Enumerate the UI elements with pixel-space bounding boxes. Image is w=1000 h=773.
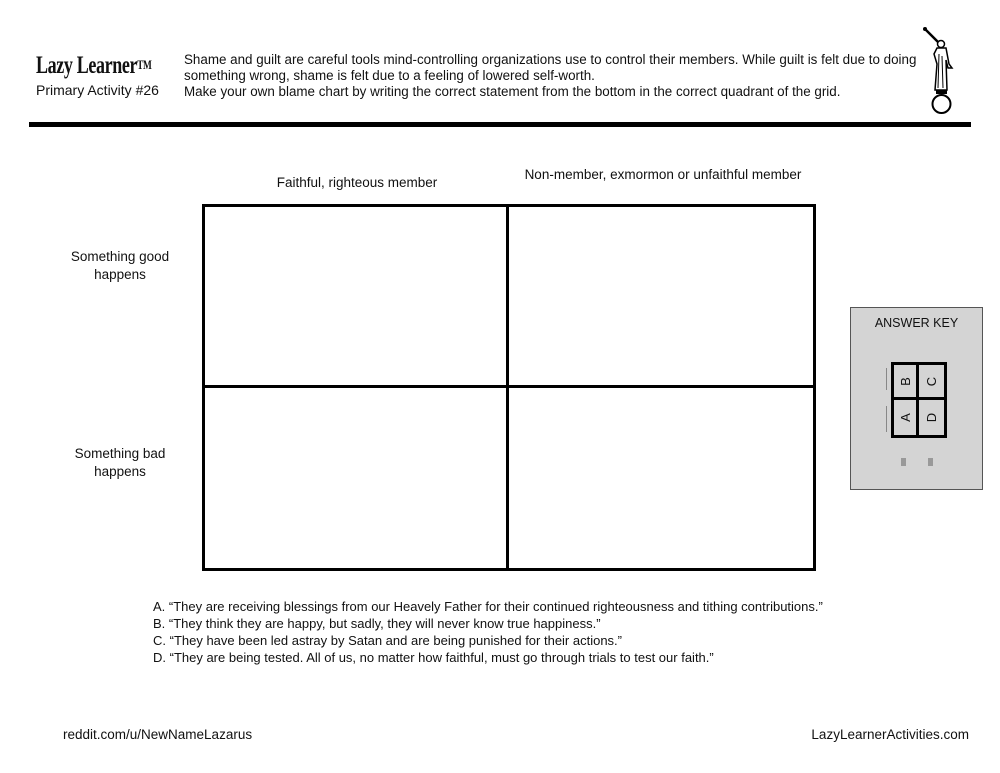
column-label-non-member: Non-member, exmormon or unfaithful member	[524, 167, 802, 182]
statement-c: C. “They have been led astray by Satan and are being punished for their actions.”	[153, 633, 623, 648]
intro-text	[184, 52, 924, 100]
statement-a: A. “They are receiving blessings from our Heavely Father for their continued righteousness and tithing contributions.”	[153, 599, 823, 614]
brand-title	[36, 52, 152, 80]
activity-subtitle: Primary Activity #26	[36, 82, 159, 98]
angel-moroni-statue-icon	[922, 24, 962, 116]
answer-key-grid	[891, 362, 947, 438]
answer-key-mini-label	[928, 458, 933, 466]
statement-b: B. “They think they are happy, but sadly, they will never know true happiness.”	[153, 616, 601, 631]
header-divider	[29, 122, 971, 127]
brand-name: Lazy Learner	[36, 52, 138, 79]
blame-chart-grid	[202, 204, 816, 571]
answer-key-letter: A	[897, 413, 913, 422]
statement-list	[153, 598, 823, 666]
row-label-good: Something good happens	[70, 249, 170, 282]
answer-key-mini-label	[901, 458, 906, 466]
answer-key-letter: B	[897, 376, 913, 386]
quadrant-faithful-good[interactable]	[205, 207, 509, 388]
answer-key-box	[850, 307, 983, 490]
answer-key-cell	[919, 400, 944, 435]
intro-paragraph: Shame and guilt are careful tools mind-controlling organizations use to control their members. While guilt is felt due to doing something wrong, shame is felt due to a feeling of lowered self-worth.	[184, 52, 917, 83]
answer-key-title: ANSWER KEY	[874, 316, 959, 330]
column-label-faithful: Faithful, righteous member	[276, 175, 438, 190]
instruction-paragraph: Make your own blame chart by writing the correct statement from the bottom in the correct quadrant of the grid.	[184, 84, 841, 99]
trademark-mark: TM	[137, 57, 152, 72]
footer-website-link[interactable]: LazyLearnerActivities.com	[811, 727, 969, 742]
quadrant-faithful-bad[interactable]	[205, 388, 509, 569]
answer-key-mini-label	[886, 406, 887, 432]
statement-d: D. “They are being tested. All of us, no matter how faithful, must go through trials to test our faith.”	[153, 650, 714, 665]
answer-key-letter: D	[923, 412, 939, 423]
quadrant-nonmember-bad[interactable]	[509, 388, 813, 569]
quadrant-nonmember-good[interactable]	[509, 207, 813, 388]
footer-reddit-link[interactable]: reddit.com/u/NewNameLazarus	[63, 727, 253, 742]
answer-key-letter: C	[923, 376, 939, 386]
answer-key-mini-label	[886, 368, 887, 390]
answer-key-cell	[894, 365, 919, 400]
answer-key-cell	[919, 365, 944, 400]
answer-key-cell	[894, 400, 919, 435]
row-label-bad: Something bad happens	[74, 446, 166, 479]
